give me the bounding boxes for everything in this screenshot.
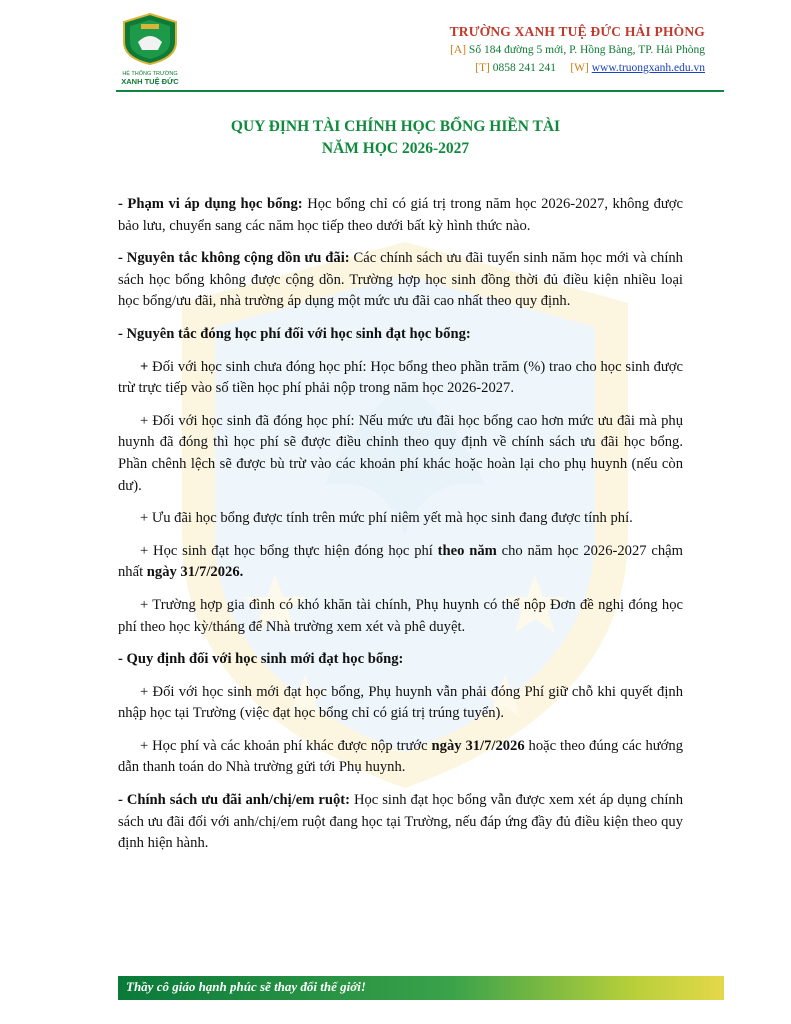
phone-number: 0858 241 241 xyxy=(492,62,556,74)
tuition-item-unpaid xyxy=(118,357,683,400)
section-no-stacking xyxy=(118,248,683,313)
website-link[interactable]: www.truongxanh.edu.vn xyxy=(591,62,705,74)
document-body xyxy=(118,194,683,866)
plus-bullet: + xyxy=(140,358,149,375)
fees-date: ngày 31/7/2026 xyxy=(431,737,525,754)
contact-line xyxy=(475,62,705,74)
section-scope-heading: - Phạm vi áp dụng học bổng: xyxy=(118,196,303,212)
school-crest-icon xyxy=(118,12,182,66)
section-no-stacking-text: Các chính sách ưu đãi tuyển sinh năm học mới và chính sách học bổng không được cộng dồn. Trường hợp học sinh đồng thời đủ điều kiện nhiều loại học bổng/ưu đãi, nhà trường áp dụng một mức ưu đãi cao nhất theo quy định. xyxy=(118,250,683,310)
tuition-item-unpaid-text: Đối với học sinh chưa đóng học phí: Học bổng theo phần trăm (%) trao cho học sinh được trừ trực tiếp vào số tiền học phí phải nộp trong năm học 2026-2027. xyxy=(118,358,683,397)
org-name: TRƯỜNG XANH TUỆ ĐỨC HẢI PHÒNG xyxy=(449,24,705,39)
tuition-item-paid: + Đối với học sinh đã đóng học phí: Nếu mức ưu đãi học bổng cao hơn mức ưu đãi mà phụ huynh đã đóng thì học phí sẽ được điều chỉnh theo quy định về chính sách ưu đãi học bổng. Phần chênh lệch sẽ được bù trừ vào các khoản phí khác hoặc hoàn lại cho phụ huynh (nếu còn dư). xyxy=(118,412,683,494)
deadline-date: ngày 31/7/2026. xyxy=(146,564,244,581)
section-tuition-heading: - Nguyên tắc đóng học phí đối với học sinh đạt học bổng: xyxy=(118,325,471,342)
section-new-students-heading: - Quy định đối với học sinh mới đạt học bổng: xyxy=(118,651,404,668)
section-siblings-text: Học sinh đạt học bổng vẫn được xem xét áp dụng chính sách ưu đãi đối với anh/chị/em ruột đang học tại Trường, nếu đáp ứng đầy đủ điều kiện theo quy định hiện hành. xyxy=(118,792,683,852)
tuition-item-listed-fee: + Ưu đãi học bổng được tính trên mức phí niêm yết mà học sinh đang được tính phí. xyxy=(140,510,633,527)
footer-slogan: Thầy cô giáo hạnh phúc sẽ thay đổi thế giới! xyxy=(126,979,366,994)
web-tag: [W] xyxy=(570,62,589,74)
address-text: Số 184 đường 5 mới, P. Hồng Bàng, TP. Hải Phòng xyxy=(468,44,705,56)
logo-caption-top: HỆ THỐNG TRƯỜNG xyxy=(122,71,178,77)
logo-caption-bottom: XANH TUỆ ĐỨC xyxy=(121,77,179,86)
document-title xyxy=(0,116,791,160)
section-new-students xyxy=(118,649,683,671)
section-siblings-heading: - Chính sách ưu đãi anh/chị/em ruột: xyxy=(118,792,350,809)
letterhead xyxy=(0,0,791,100)
fees-text-a: + Học phí và các khoản phí khác được nộp trước xyxy=(140,737,432,754)
section-scope xyxy=(118,194,683,237)
deadline-text-a: + Học sinh đạt học bổng thực hiện đóng học phí xyxy=(140,542,438,559)
title-line-2: NĂM HỌC 2026-2027 xyxy=(321,140,470,157)
section-no-stacking-heading: - Nguyên tắc không cộng dồn ưu đãi: xyxy=(118,250,350,267)
header-divider xyxy=(116,90,724,92)
address-tag: [A] xyxy=(450,44,467,56)
phone-tag: [T] xyxy=(475,62,490,74)
tuition-item-deadline xyxy=(118,541,683,584)
new-student-deposit: + Đối với học sinh mới đạt học bổng, Phụ huynh vẫn phải đóng Phí giữ chỗ khi quyết định nhập học tại Trường (việc đạt học bổng chỉ có giá trị trúng tuyển). xyxy=(118,683,683,722)
deadline-text-c: cho năm học 2026-2027 chậm nhất xyxy=(118,542,683,581)
footer-banner xyxy=(118,976,724,1000)
school-logo xyxy=(118,12,182,86)
section-tuition-principles xyxy=(118,324,683,346)
section-scope-text: Học bổng chỉ có giá trị trong năm học 2026-2027, không được bảo lưu, chuyển sang các năm học tiếp theo dưới bất kỳ hình thức nào. xyxy=(118,196,683,234)
deadline-text-b: theo năm xyxy=(437,542,497,559)
title-line-1: QUY ĐỊNH TÀI CHÍNH HỌC BỔNG HIỀN TÀI xyxy=(230,118,561,135)
address-line xyxy=(450,44,705,56)
tuition-item-hardship: + Trường hợp gia đình có khó khăn tài chính, Phụ huynh có thể nộp Đơn đề nghị đóng học phí theo học kỳ/tháng để Nhà trường xem xét và phê duyệt. xyxy=(118,596,683,635)
new-student-fees xyxy=(118,736,683,779)
fees-text-c: hoặc theo đúng các hướng dẫn thanh toán do Nhà trường gửi tới Phụ huynh. xyxy=(118,737,683,776)
section-siblings xyxy=(118,790,683,855)
